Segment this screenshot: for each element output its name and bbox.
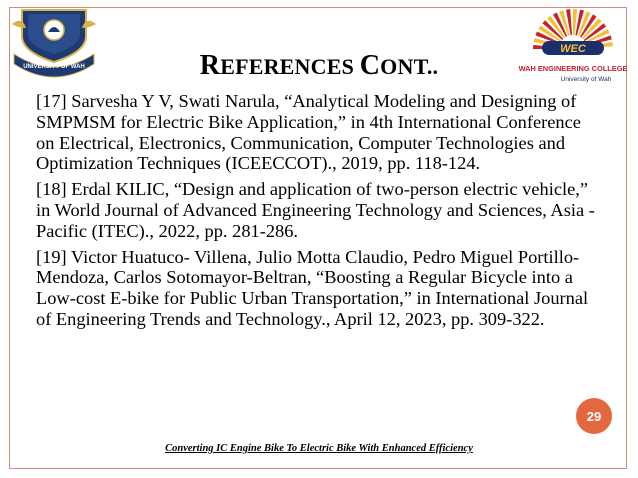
footer-text: Converting IC Engine Bike To Electric Bike With Enhanced Efficiency — [165, 443, 473, 454]
wec-college-name: WAH ENGINEERING COLLEGE — [518, 64, 628, 73]
slide-title — [0, 50, 638, 82]
title-part-1: EFERENCES — [220, 54, 360, 79]
wec-badge-text: WEC — [560, 43, 586, 55]
reference-item: [17] Sarvesha Y V, Swati Narula, “Analytical Modeling and Designing of SMPMSM for Electric Bike Application,” in 4th International Conference on Electrical, Electronics, Communication, Computer Technologies and Optimization Techniques (ICEECCOT)., 2019, pp. 118-124. — [36, 91, 581, 174]
page-number-badge: 29 — [576, 398, 612, 434]
title-part-2: ONT.. — [380, 54, 439, 79]
crest-ring-text: UNIVERSITY OF WAH — [23, 64, 85, 70]
wec-college-subtitle: University of Wah — [560, 76, 612, 83]
title-initial-c: C — [359, 50, 381, 81]
footer — [0, 443, 638, 454]
reference-item: [18] Erdal KILIC, “Design and application of two-person electric vehicle,” in World Journal of Advanced Engineering Technology and Sciences, Asia - Pacific (ITEC)., 2022, pp. 281-286. — [36, 179, 595, 241]
reference-item: [19] Victor Huatuco- Villena, Julio Motta Claudio, Pedro Miguel Portillo-Mendoza, Carlos Sotomayor-Beltran, “Boosting a Regular Bicycle into a Low-cost E-bike for Public Urban Transportation,” in International Journal of Engineering Trends and Technology., April 12, 2023, pp. 309-322. — [36, 246, 589, 329]
title-initial-r: R — [199, 50, 221, 81]
references-list — [36, 91, 596, 335]
